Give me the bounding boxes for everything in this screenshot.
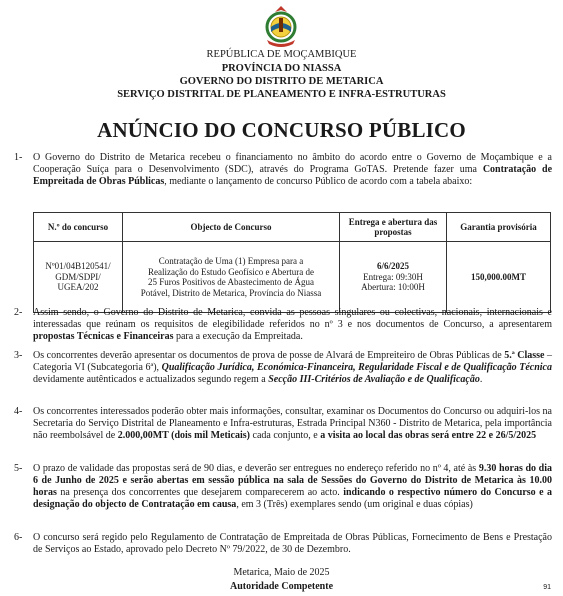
text: , em 3 (Três) exemplares sendo (um original e duas cópias)	[236, 499, 473, 511]
text-bold: 5.ª Classe	[504, 350, 545, 361]
text-bold: a visita ao local das obras será entre 22 e 26/5/2025	[320, 430, 537, 442]
item-number: 5-	[14, 463, 23, 474]
table-row	[34, 242, 551, 313]
text-bold: propostas Técnicas e Financeiras	[33, 331, 174, 343]
text: .	[479, 374, 483, 386]
text: O concurso será regido pelo Regulamento de Contratação de Empreitada de Obras Públicas, Fornecimento de Bens e Prestação de Serviços ao Estado, aprovado pelo Decreto Nº 79/2022, de 30 de Dezembro.	[33, 532, 552, 556]
item-number: 2-	[14, 307, 23, 318]
paragraph-4	[14, 406, 552, 442]
paragraph-3	[14, 350, 552, 386]
text: O Governo do Distrito de Metarica recebeu o financiamento no âmbito do acordo entre o Governo de Moçambique e a Cooperação Suíça para o Desenvolvimento (SDC), através do Programa GoTAS. Pretende fazer uma	[33, 152, 552, 176]
paragraph-2	[14, 307, 552, 343]
place-date: Metarica, Maio de 2025	[233, 567, 330, 578]
text-bold-italic: Qualificação Jurídica, Económica-Financeira, Regularidade Fiscal e de Qualificação Técnica	[161, 362, 552, 374]
cell-guarantee: 150,000.00MT	[447, 242, 551, 313]
col-header-object: Objecto de Concurso	[123, 213, 340, 242]
cell-delivery	[340, 242, 447, 313]
cell-number	[34, 242, 123, 313]
text: Assim sendo, o Governo do Distrito de Metarica, convida as pessoas singulares ou colectivas, nacionais, internacionais e interessadas que reúnam os requisitos de elegibilidade referidos no nº 3 e nos documentos de Concurso, a apresentarem	[33, 307, 552, 331]
header-republic: REPÚBLICA DE MOÇAMBIQUE	[206, 49, 357, 60]
cell-text: Potável, Distrito de Metarica, Província do Niassa	[140, 287, 322, 298]
text-bold-italic: Secção III-Critérios de Avaliação e de Qualificação	[268, 374, 480, 386]
cell-text: GDM/SDPI/	[55, 271, 101, 282]
text: – Categoria VI (Subcategoria 6ª),	[33, 350, 552, 374]
coat-of-arms-icon	[259, 4, 303, 48]
cell-delivery-time: Entrega: 09:30H	[363, 271, 423, 282]
col-header-number: N.º do concurso	[34, 213, 123, 242]
tender-table	[33, 212, 551, 313]
item-number: 1-	[14, 152, 23, 163]
page-number: 91	[543, 584, 551, 591]
cell-text: Realização do Estudo Geofísico e Abertura de	[148, 266, 314, 277]
table-header-row	[34, 213, 551, 242]
text: Os concorrentes interessados poderão obter mais informações, consultar, examinar os Documentos do Concurso ou adquiri-los na Secretaria do Serviço Distrital de Planeamento e Infra-estruturas, Estrada Principal N360 - Distrito de Metarica, pela importância não reembolsável de	[33, 406, 552, 442]
cell-text: Contratação de Uma (1) Empresa para a	[158, 256, 304, 266]
text-bold: Contratação de Empreitada de Obras Públicas	[33, 164, 553, 188]
text: cada conjunto, e	[250, 430, 321, 442]
paragraph-6	[14, 532, 552, 556]
text: Os concorrentes deverão apresentar os documentos de prova de posse de Alvará de Empreiteiro de Obras Públicas de	[33, 350, 505, 361]
cell-text: UGEA/202	[57, 282, 99, 293]
paragraph-1	[14, 152, 552, 188]
text: , mediante o lançamento de concurso Público de acordo com a tabela abaixo:	[164, 176, 473, 188]
cell-text: Nº01/04B120541/	[45, 261, 111, 272]
col-header-guarantee: Garantia provisória	[447, 213, 551, 242]
text: O prazo de validade das propostas será de 90 dias, e deverão ser entregues no endereço referido no nº 4, até às	[33, 463, 479, 474]
page-title: ANÚNCIO DO CONCURSO PÚBLICO	[97, 118, 466, 142]
text-bold: 9.30 horas do dia 6 de Junho de 2025 e serão abertas em sessão pública na sala de Sessões do Governo do Distrito de Metarica às 10.00 horas	[33, 463, 552, 499]
item-number: 4-	[14, 406, 23, 417]
cell-text: 25 Furos Positivos de Abastecimento de Água	[148, 277, 314, 287]
text-bold: 2.000,00MT (dois mil Meticais)	[117, 430, 250, 442]
paragraph-5	[14, 463, 552, 511]
item-number: 6-	[14, 532, 23, 543]
cell-object	[123, 242, 340, 313]
header-service: SERVIÇO DISTRITAL DE PLANEAMENTO E INFRA-ESTRUTURAS	[117, 89, 446, 100]
header-province: PROVÍNCIA DO NIASSA	[221, 63, 342, 74]
cell-date: 6/6/2025	[376, 261, 409, 272]
text: devidamente autênticados e actualizados segundo regem a	[33, 374, 269, 386]
cell-opening-time: Abertura: 10:00H	[361, 282, 425, 293]
text: na presença dos concorrentes que desejarem comparecerem ao acto.	[56, 487, 344, 499]
item-number: 3-	[14, 350, 23, 361]
signature: Autoridade Competente	[229, 581, 334, 592]
header-government: GOVERNO DO DISTRITO DE METARICA	[179, 76, 384, 87]
col-header-delivery: Entrega e abertura das propostas	[340, 213, 447, 242]
text-bold: indicando o respectivo número do Concurso e a designação do objecto de Contratação em causa	[33, 487, 552, 511]
text: para a execução da Empreitada.	[173, 331, 303, 343]
